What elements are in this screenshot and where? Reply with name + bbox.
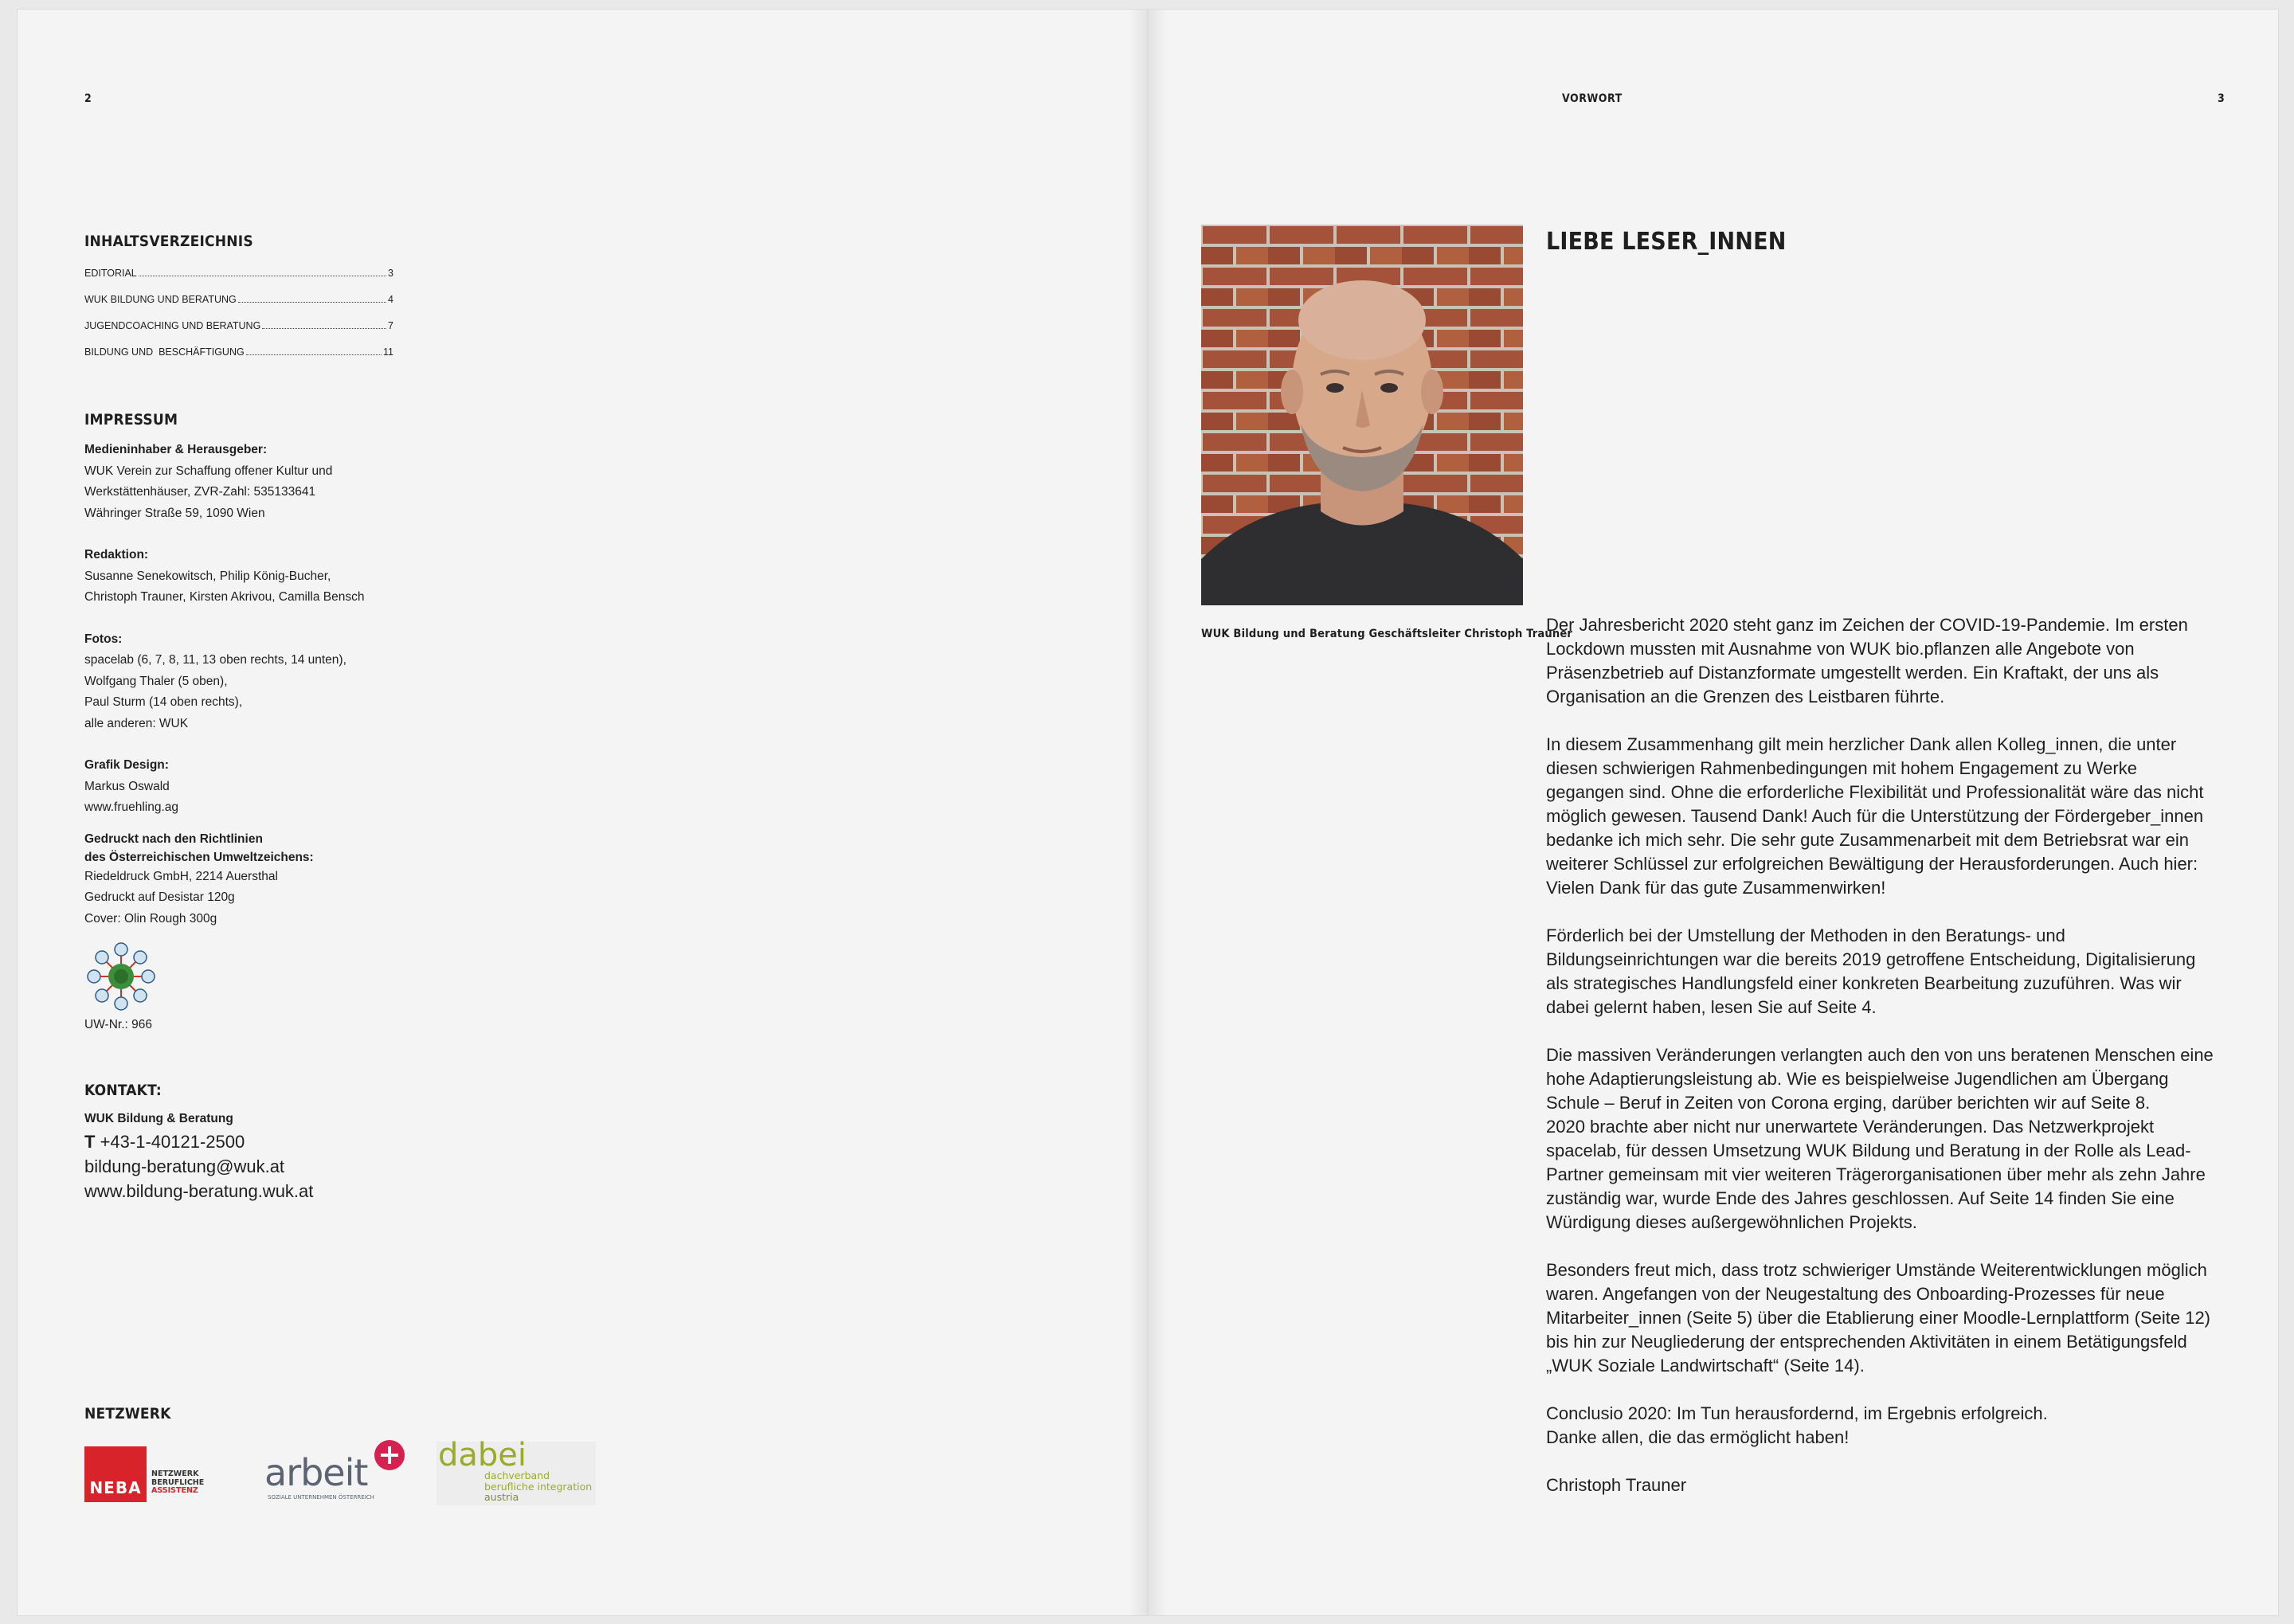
impressum-line: alle anderen: WUK	[84, 716, 189, 730]
neba-mark: NEBA	[89, 1478, 142, 1497]
impressum-line: Riedeldruck GmbH, 2214 Auersthal	[84, 869, 278, 883]
netzwerk-title: NETZWERK	[84, 1405, 171, 1422]
plus-icon	[374, 1440, 405, 1470]
phone-prefix: T	[84, 1132, 96, 1152]
article-paragraph: Danke allen, die das ermöglicht haben!	[1546, 1427, 1850, 1447]
neba-text: ASSISTENZ	[151, 1486, 198, 1495]
article-paragraph: Förderlich bei der Umstellung der Methoden in den Beratungs- und Bildungseinrichtungen war die bereits 2019 getroffene Entscheidung, Digitalisierung als strategisches Handlungsfeld einer konkreten Bearbeitung zuzuführen. Was wir dabei gelernt haben, lesen Sie auf Seite 4.	[1546, 925, 2196, 1017]
dabei-text: dachverband	[484, 1469, 550, 1481]
uw-number: UW-Nr.: 966	[84, 1018, 152, 1031]
portrait-photo	[1201, 225, 1523, 605]
toc-item-page: 3	[388, 268, 393, 279]
table-of-contents	[84, 268, 393, 373]
arbeit-plus-logo	[264, 1437, 408, 1505]
kontakt-web[interactable]: www.bildung-beratung.wuk.at	[84, 1181, 314, 1201]
toc-item-page: 7	[388, 320, 393, 331]
druck-label: des Österreichischen Umweltzeichens:	[84, 850, 314, 864]
toc-item-label: BILDUNG UND BESCHÄFTIGUNG	[84, 346, 245, 358]
book-gutter	[1129, 10, 1167, 1615]
impressum-line: spacelab (6, 7, 8, 11, 13 oben rechts, 14 unten),	[84, 653, 346, 667]
article-title: LIEBE LESER_INNEN	[1546, 228, 1787, 256]
umweltzeichen-logo	[84, 940, 158, 1013]
toc-item-page: 11	[383, 346, 393, 358]
neba-logo	[84, 1446, 212, 1504]
redaktion-label: Redaktion:	[84, 548, 149, 562]
impressum-line: Gedruckt auf Desistar 120g	[84, 890, 235, 904]
druck-label: Gedruckt nach den Richtlinien	[84, 832, 263, 846]
toc-item[interactable]	[84, 268, 393, 294]
toc-title: INHALTSVERZEICHNIS	[84, 233, 253, 250]
dabei-text: berufliche integration	[484, 1480, 593, 1493]
toc-leader-dots	[238, 302, 386, 303]
arbeit-sub: SOZIALE UNTERNEHMEN ÖSTERREICH	[268, 1494, 374, 1501]
kontakt-org: WUK Bildung & Beratung	[84, 1112, 233, 1125]
impressum-line: Markus Oswald	[84, 779, 170, 793]
running-head: VORWORT	[1562, 92, 1623, 105]
impressum-line: Paul Sturm (14 oben rechts),	[84, 695, 243, 709]
article-paragraph: Besonders freut mich, dass trotz schwieriger Umstände Weiterentwicklungen möglich waren. Angefangen von der Neugestaltung des Onboarding-Prozesses für neue Mitarbeiter_innen (Seite 5) über die Etablierung einer Moodle-Lernplattform (Seite 12) bis hin zur Neugliederung der entsprechenden Aktivitäten in einem Betätigungsfeld „WUK Soziale Landwirtschaft“ (Seite 14).	[1546, 1260, 2211, 1376]
toc-item-page: 4	[388, 294, 393, 305]
impressum-line: Werkstättenhäuser, ZVR-Zahl: 535133641	[84, 485, 316, 499]
dabei-logo	[436, 1437, 596, 1505]
brochure-spread	[18, 10, 2278, 1615]
partner-logos	[84, 1437, 594, 1509]
article-signature: Christoph Trauner	[1546, 1475, 1687, 1495]
kontakt-block	[84, 1109, 313, 1203]
toc-item[interactable]	[84, 346, 393, 373]
impressum-line: Cover: Olin Rough 300g	[84, 911, 217, 925]
impressum-title: IMPRESSUM	[84, 411, 178, 429]
neba-text: NETZWERK	[151, 1469, 199, 1478]
toc-item-label: EDITORIAL	[84, 268, 137, 279]
fotos-label: Fotos:	[84, 632, 123, 646]
kontakt-phone[interactable]	[84, 1129, 313, 1154]
dabei-word: dabei	[438, 1437, 527, 1473]
toc-leader-dots	[246, 354, 382, 355]
design-label: Grafik Design:	[84, 758, 169, 772]
impressum-line: Susanne Senekowitsch, Philip König-Bucher,	[84, 569, 331, 583]
page-number-left: 2	[84, 92, 92, 105]
portrait-illustration	[1201, 225, 1523, 605]
arbeit-word: arbeit	[264, 1451, 368, 1494]
article-paragraph: 2020 brachte aber nicht nur unerwartete Veränderungen. Das Netzwerkprojekt spacelab, für dessen Umsetzung WUK Bildung und Beratung in der Rolle als Lead-Partner gemeinsam mit vier weiteren Trägerorganisationen über mehr als zehn Jahre zuständig war, wurde Ende des Jahres geschlossen. Auf Seite 14 finden Sie eine Würdigung dieses außergewöhnlichen Projekts.	[1546, 1117, 2206, 1232]
toc-item[interactable]	[84, 294, 393, 320]
impressum-line: Christoph Trauner, Kirsten Akrivou, Camilla Bensch	[84, 590, 365, 604]
phone-number: +43-1-40121-2500	[100, 1132, 245, 1152]
impressum-line: Wolfgang Thaler (5 oben),	[84, 674, 228, 688]
impressum-line: WUK Verein zur Schaffung offener Kultur und	[84, 464, 333, 478]
left-page	[18, 10, 1148, 1615]
kontakt-title: KONTAKT:	[84, 1082, 162, 1099]
article-body	[1546, 613, 2215, 1521]
article-paragraph: In diesem Zusammenhang gilt mein herzlicher Dank allen Kolleg_innen, die unter diesen schwierigen Rahmenbedingungen mit hohem Engagement zu Werke gegangen sind. Ohne die erforderliche Flexibilität und Professionalität wäre das nicht möglich gewesen. Tausend Dank! Auch für die Unterstützung der Fördergeber_innen bedanke ich mich sehr. Die sehr gute Zusammenarbeit mit dem Betriebsrat war ein weiterer Schlüssel zur erfolgreichen Bewältigung der Herausforderungen. Auch hier: Vielen Dank für das gute Zusammenwirken!	[1546, 734, 2204, 898]
toc-item[interactable]	[84, 320, 393, 346]
toc-item-label: WUK BILDUNG UND BERATUNG	[84, 294, 237, 305]
impressum-block	[84, 440, 530, 929]
toc-item-label: JUGENDCOACHING UND BERATUNG	[84, 320, 261, 331]
article-paragraph: Conclusio 2020: Im Tun herausfordernd, im Ergebnis erfolgreich.	[1546, 1403, 2048, 1423]
photo-caption: WUK Bildung und Beratung Geschäftsleiter Christoph Trauner	[1201, 628, 1573, 640]
dabei-text: austria	[484, 1491, 519, 1503]
article-paragraph: Der Jahresbericht 2020 steht ganz im Zeichen der COVID-19-Pandemie. Im ersten Lockdown mussten mit Ausnahme von WUK bio.pflanzen alle Angebote von Präsenzbetrieb auf Distanzformate umgestellt werden. Ein Kraftakt, der uns als Organisation an die Grenzen des Leistbaren führte.	[1546, 615, 2188, 706]
article-paragraph: Die massiven Veränderungen verlangten auch den von uns beratenen Menschen eine hohe Adaptierungsleistung ab. Wie es beispielweise Jugendlichen am Übergang Schule – Beruf in Zeiten von Corona erging, darüber berichten wir auf Seite 8.	[1546, 1045, 2214, 1113]
kontakt-email[interactable]: bildung-beratung@wuk.at	[84, 1156, 285, 1176]
impressum-link[interactable]: www.fruehling.ag	[84, 800, 179, 814]
impressum-line: Währinger Straße 59, 1090 Wien	[84, 506, 265, 520]
toc-leader-dots	[262, 328, 386, 329]
medieninhaber-label: Medieninhaber & Herausgeber:	[84, 443, 268, 456]
neba-text: BERUFLICHE	[151, 1477, 205, 1487]
page-number-right: 3	[2218, 92, 2225, 105]
